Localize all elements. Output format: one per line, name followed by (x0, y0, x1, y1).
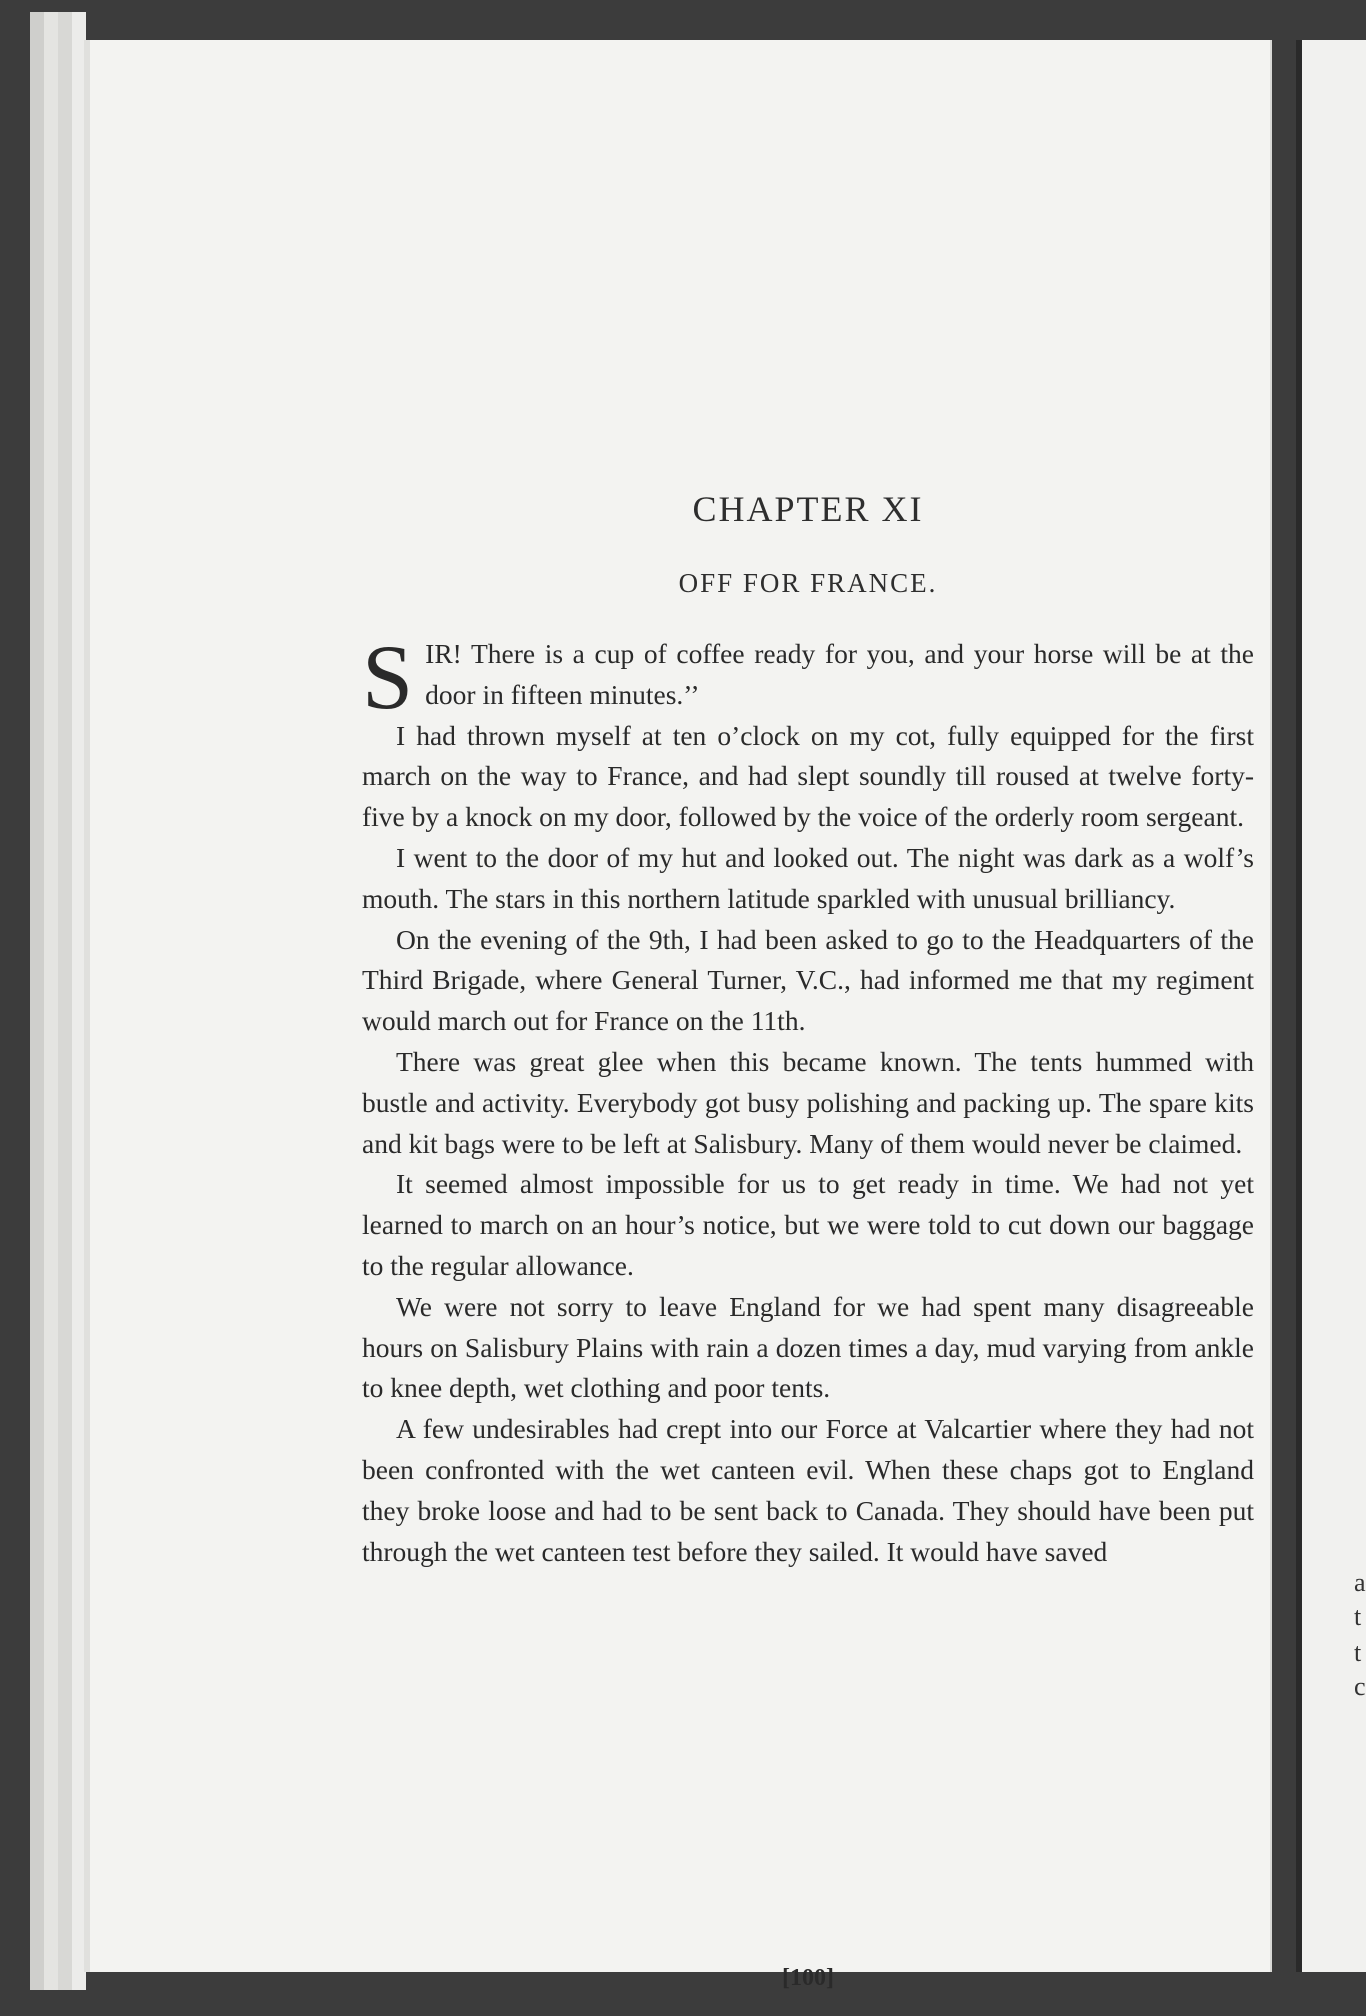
chapter-title: CHAPTER XI (692, 489, 924, 529)
adjacent-page (1296, 40, 1366, 1972)
page-edge (44, 12, 58, 1990)
paragraph: It seemed almost impossible for us to get ready in time. We had not yet learned to march on an hour’s notice, but we were told to cut down our baggage to the regular allowance. (362, 1168, 1254, 1281)
page-edge (30, 12, 44, 1990)
paragraph: A few undesirables had crept into our Force at Valcartier where they had not been confronted with the wet canteen evil. When these chaps got to England they broke loose and had to be sent back to Canada. They should have been put through the wet canteen test before they sailed. It would have saved (362, 1413, 1254, 1567)
page-number: [100] (782, 1965, 834, 1991)
paragraph: We were not sorry to leave England for we had spent many disagreeable hours on Salisbury Plains with rain a dozen times a day, mud varying from ankle to knee depth, wet clothing and poor tents. (362, 1290, 1254, 1404)
paragraph: I had thrown myself at ten o’clock on my cot, fully equipped for the first march on the way to France, and had slept soundly till roused at twelve forty-five by a knock on my door, followed by the voice of the orderly room sergeant. (362, 719, 1254, 833)
chapter-subtitle: OFF FOR FRANCE. (678, 568, 938, 598)
paragraph: I went to the door of my hut and looked out. The night was dark as a wolf’s mouth. The stars in this northern latitude sparkled with unusual brilliancy. (362, 841, 1254, 914)
adjacent-page-letter: a (1354, 1568, 1366, 1597)
paragraph: There was great glee when this became known. The tents hummed with bustle and activity. Everybody got busy polishing and packing up. The spare kits and kit bags were to be left at Salisbury. Many of them would never be claimed. (362, 1045, 1254, 1159)
opening-lead-text: IR! There is a cup of coffee ready for you, and your horse will be at the door in fifteen minutes.’’ (425, 638, 1254, 710)
adjacent-page-letter: t (1354, 1602, 1362, 1631)
paragraph: On the evening of the 9th, I had been asked to go to the Headquarters of the Third Brigade, where General Turner, V.C., had informed me that my regiment would march out for France on the 11th. (362, 923, 1254, 1037)
opening-paragraph (362, 626, 1254, 728)
adjacent-page-letter: c (1354, 1672, 1366, 1701)
adjacent-page-letter: t (1354, 1638, 1362, 1667)
page-edge (58, 12, 72, 1990)
book-page (84, 40, 1270, 1991)
body-text (362, 626, 1254, 1572)
drop-cap: S (362, 626, 414, 728)
